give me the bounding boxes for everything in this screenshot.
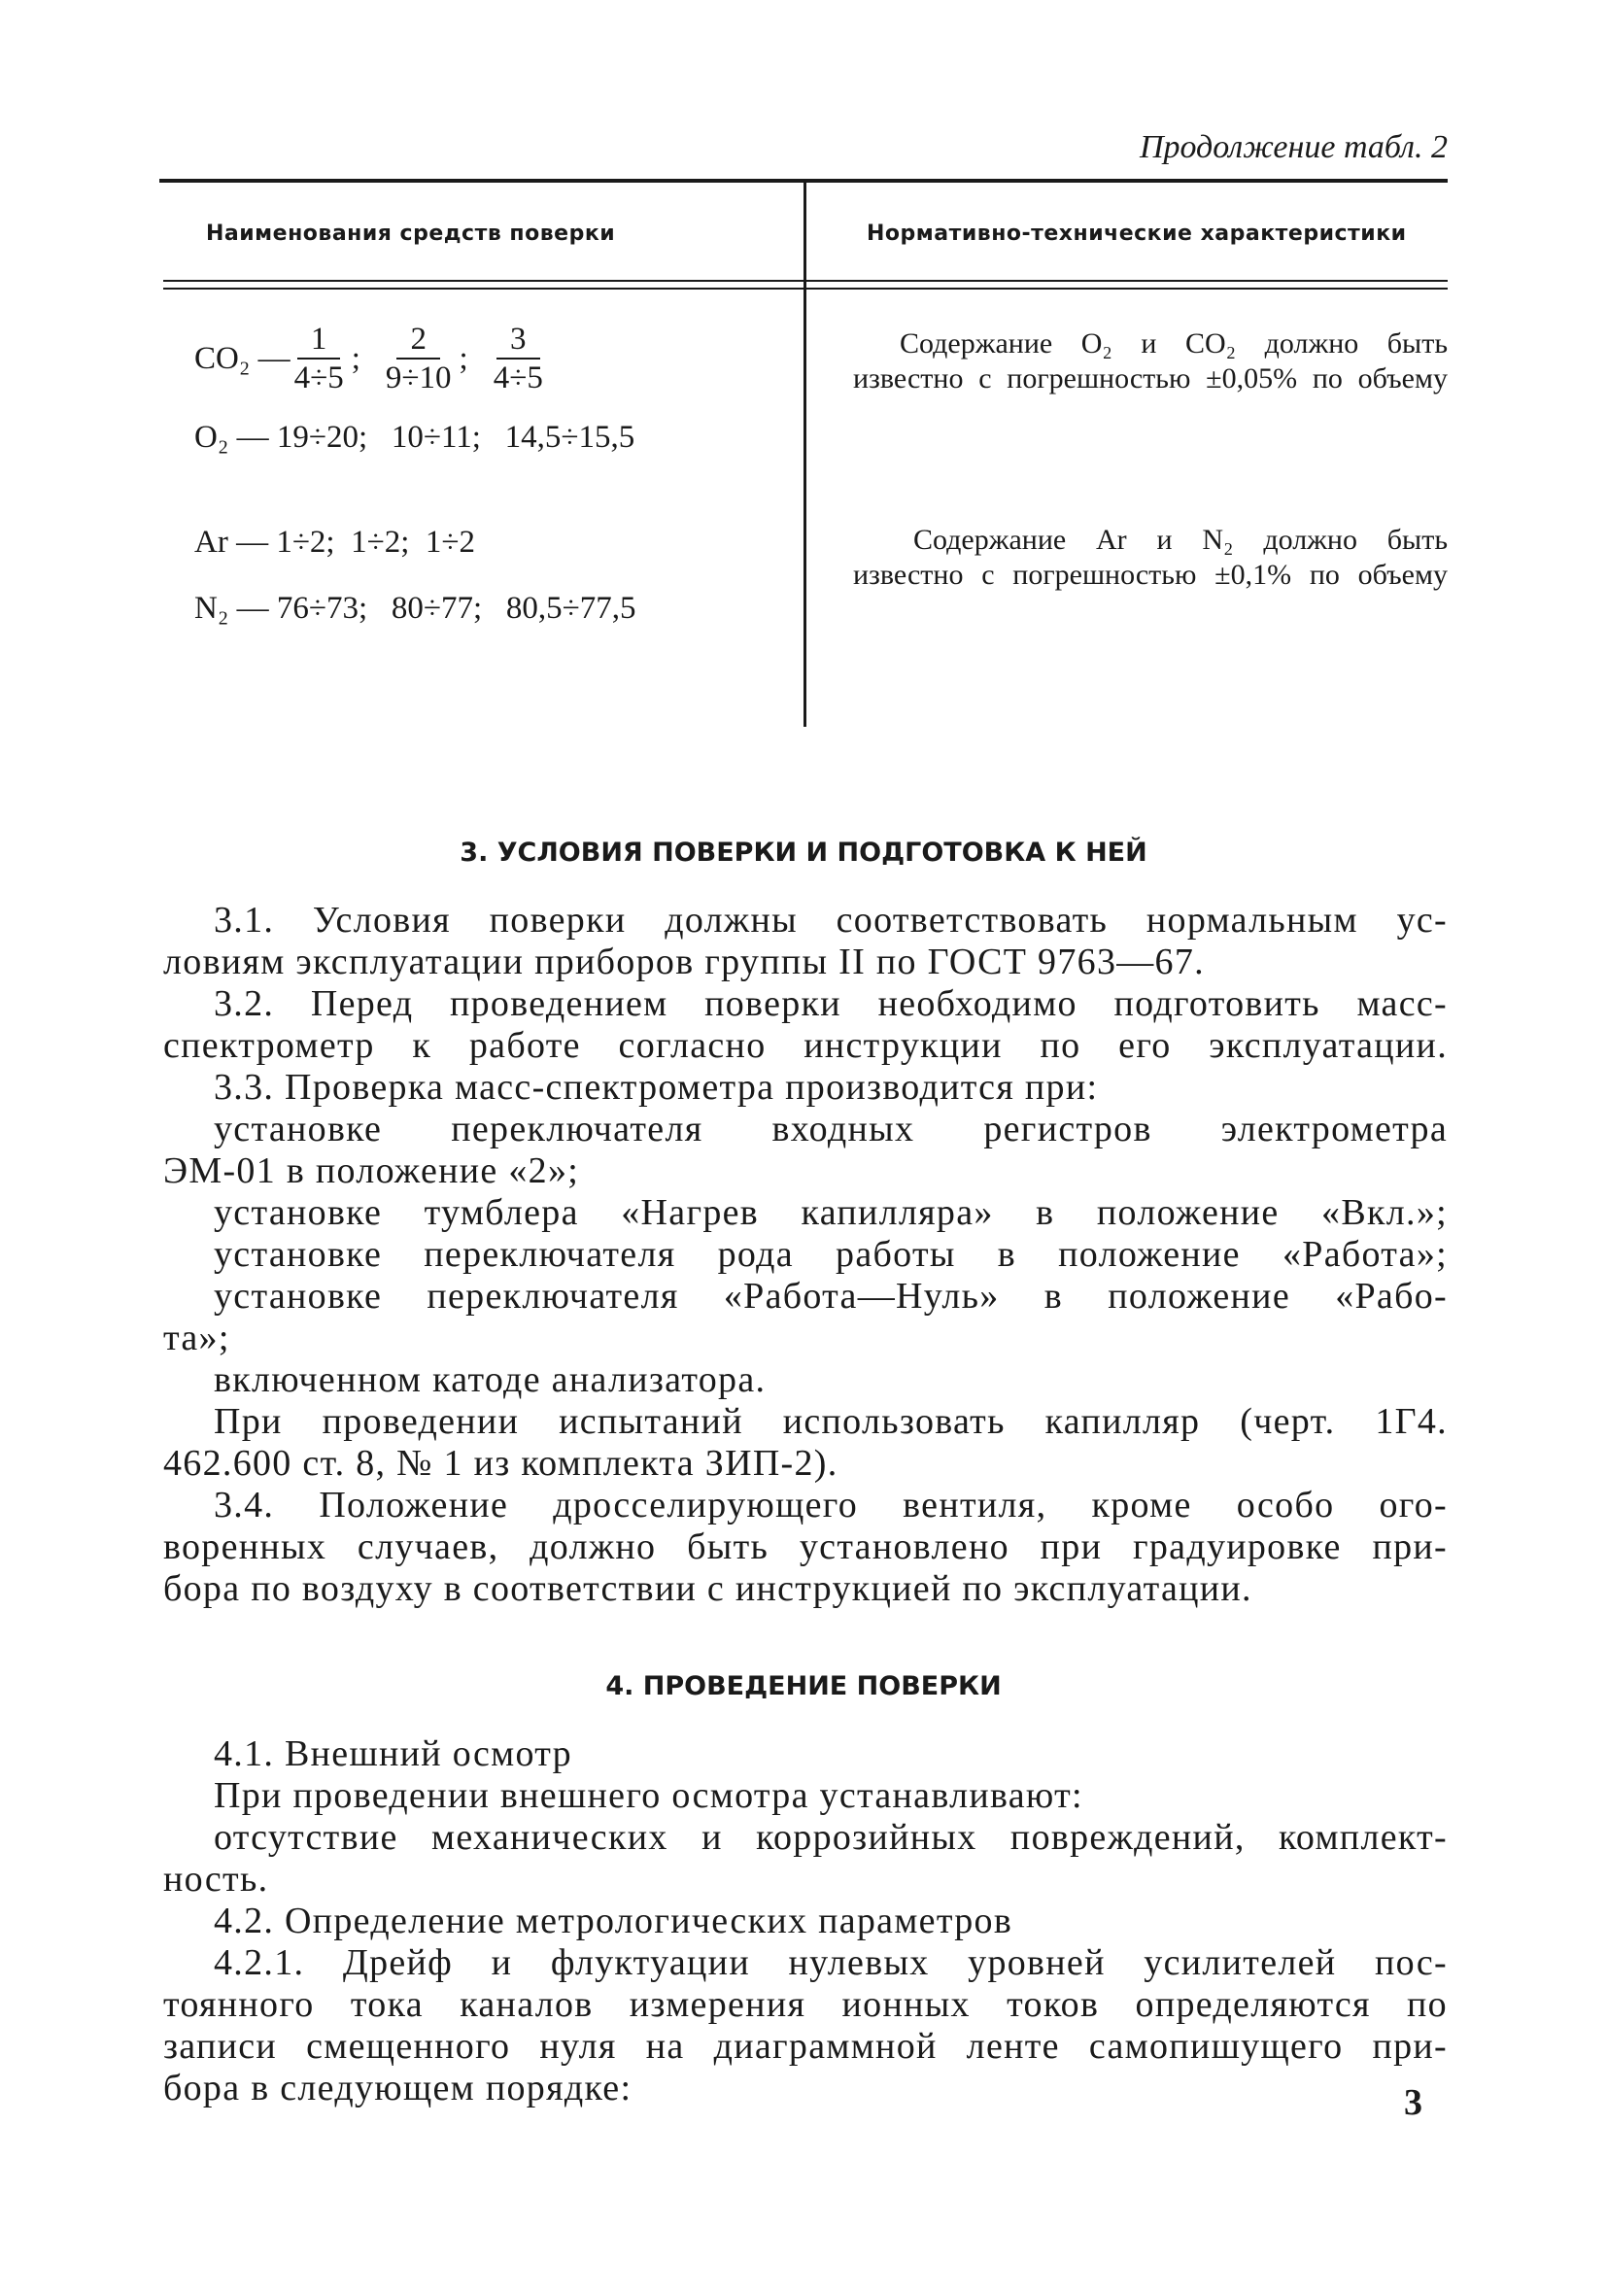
- text-line: 3.4. Положение дросселирующего вентиля, кроме особо ого-: [214, 1485, 1448, 1525]
- o2-co2-accuracy-note: Содержание O₂ и CO₂ должно быть известно с погрешностью ±0,05% по объему: [853, 327, 1448, 394]
- text-line: записи смещенного нуля на диаграммной ленте самопишущего при-: [163, 2026, 1448, 2067]
- text-line: установке переключателя «Работа—Нуль» в положение «Рабо-: [214, 1276, 1448, 1317]
- table-column-divider: [804, 183, 806, 727]
- text-line: тоянного тока каналов измерения ионных токов определяются по: [163, 1984, 1448, 2025]
- text-line: бора в следующем порядке:: [163, 2068, 633, 2108]
- text-line: отсутствие механических и коррозийных повреждений, комплект-: [214, 1817, 1448, 1858]
- co2-fraction-2: [386, 321, 452, 396]
- co2-label: CO₂ —: [194, 340, 291, 376]
- ar-n2-accuracy-note: Содержание Ar и N₂ должно быть известно с погрешностью ±0,1% по объему: [853, 524, 1448, 591]
- fraction-denominator: 4÷5: [493, 360, 543, 395]
- text-line: 3.3. Проверка масс-спектрометра производится при:: [214, 1067, 1099, 1108]
- text-line: бора по воздуху в соответствии с инструкцией по эксплуатации.: [163, 1568, 1252, 1609]
- o2-composition: O₂ — 19÷20; 10÷11; 14,5÷15,5: [194, 420, 635, 455]
- section-4-heading: 4. ПРОВЕДЕНИЕ ПОВЕРКИ: [605, 1671, 1002, 1701]
- separator: ;: [459, 340, 468, 376]
- page-number: 3: [1404, 2082, 1422, 2123]
- section-3-body: [163, 900, 1448, 1610]
- text-line: ЭМ-01 в положение «2»;: [163, 1150, 580, 1191]
- text-line: ность.: [163, 1859, 269, 1900]
- text-line: При проведении испытаний использовать капилляр (черт. 1Г4.: [214, 1401, 1448, 1442]
- fraction-numerator: 2: [396, 321, 440, 360]
- co2-fraction-3: [494, 321, 543, 396]
- text-line: установке переключателя входных регистров электрометра: [214, 1109, 1448, 1149]
- text-line: установке переключателя рода работы в положение «Работа»;: [214, 1234, 1448, 1275]
- table-continuation-label: Продолжение табл. 2: [1139, 129, 1448, 165]
- text-line: При проведении внешнего осмотра устанавливают:: [214, 1775, 1083, 1816]
- ar-composition: Ar — 1÷2; 1÷2; 1÷2: [194, 525, 475, 560]
- fraction-denominator: 4÷5: [293, 360, 344, 395]
- co2-composition: [194, 321, 547, 396]
- text-line: ловиям эксплуатации приборов группы II по ГОСТ 9763—67.: [163, 942, 1205, 982]
- text-line: спектрометр к работе согласно инструкции по его эксплуатации.: [163, 1025, 1448, 1066]
- fraction-numerator: 3: [496, 321, 540, 360]
- text-line: 4.2.1. Дрейф и флуктуации нулевых уровней усилителей пос-: [214, 1942, 1448, 1983]
- text-line: воренных случаев, должно быть установлено при градуировке при-: [163, 1526, 1448, 1567]
- text-line: 4.2. Определение метрологических параметров: [214, 1901, 1013, 1941]
- section-3-heading: 3. УСЛОВИЯ ПОВЕРКИ И ПОДГОТОВКА К НЕЙ: [460, 838, 1147, 868]
- fraction-numerator: 1: [297, 321, 341, 360]
- text-line: та»;: [163, 1318, 230, 1358]
- text-line: 3.2. Перед проведением поверки необходимо подготовить масс-: [214, 983, 1448, 1024]
- column-header-tools: Наименования средств поверки: [206, 222, 616, 246]
- text-line: 4.1. Внешний осмотр: [214, 1733, 572, 1774]
- column-header-characteristics: Нормативно-технические характеристики: [867, 222, 1407, 246]
- fraction-denominator: 9÷10: [385, 360, 452, 395]
- co2-fraction-1: [294, 321, 344, 396]
- separator: ;: [351, 340, 360, 376]
- section-4-body: [163, 1733, 1448, 2109]
- text-line: 3.1. Условия поверки должны соответствовать нормальным ус-: [214, 900, 1448, 941]
- text-line: включенном катоде анализатора.: [214, 1359, 767, 1400]
- text-line: 462.600 ст. 8, № 1 из комплекта ЗИП-2).: [163, 1443, 838, 1484]
- n2-composition: N₂ — 76÷73; 80÷77; 80,5÷77,5: [194, 591, 636, 626]
- text-line: установке тумблера «Нагрев капилляра» в положение «Вкл.»;: [214, 1192, 1448, 1233]
